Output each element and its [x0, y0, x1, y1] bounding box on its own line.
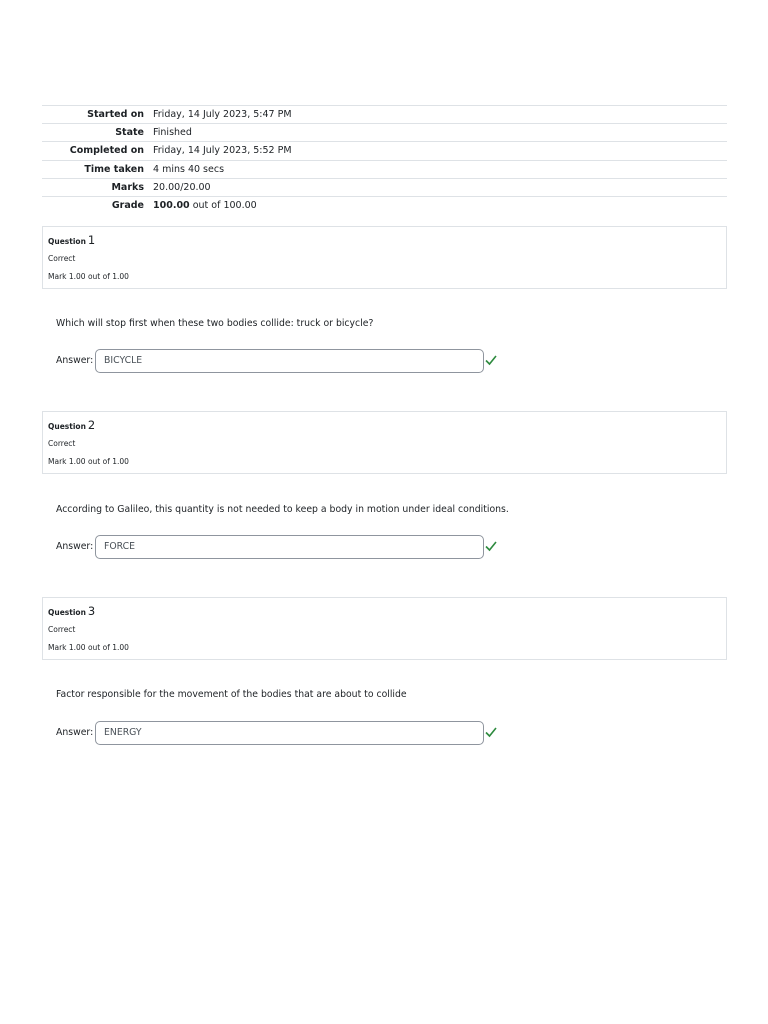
- answer-label: Answer:: [56, 727, 94, 738]
- summary-row-state: [42, 124, 727, 142]
- question-text: According to Galileo, this quantity is not needed to keep a body in motion under ideal conditions.: [56, 504, 509, 515]
- summary-row-time-taken: [42, 160, 727, 178]
- question-title: [48, 233, 95, 247]
- question-text: Factor responsible for the movement of the bodies that are about to collide: [56, 689, 407, 700]
- check-icon: [485, 540, 497, 552]
- answer-label: Answer:: [56, 355, 94, 366]
- question-mark: Mark 1.00 out of 1.00: [48, 643, 129, 652]
- attempt-summary-table: [42, 105, 727, 215]
- question-info-box: [42, 226, 727, 289]
- summary-row-marks: [42, 178, 727, 196]
- question-number: 1: [87, 233, 96, 247]
- summary-label: Completed on: [69, 145, 144, 157]
- summary-label: Grade: [111, 200, 144, 212]
- summary-label: Time taken: [84, 163, 144, 175]
- summary-row-grade: [42, 196, 727, 214]
- question-mark: Mark 1.00 out of 1.00: [48, 457, 129, 466]
- summary-value: [153, 196, 727, 214]
- question-number: 2: [87, 418, 96, 432]
- summary-row-completed-on: [42, 142, 727, 160]
- question-title-prefix: Question: [48, 422, 86, 431]
- question-number: 3: [87, 604, 96, 618]
- question-text: Which will stop first when these two bodies collide: truck or bicycle?: [56, 318, 374, 329]
- answer-field[interactable]: ENERGY: [95, 721, 484, 745]
- question-title-prefix: Question: [48, 237, 86, 246]
- question-title: [48, 604, 95, 618]
- question-info-box: [42, 411, 727, 474]
- question-mark: Mark 1.00 out of 1.00: [48, 272, 129, 281]
- summary-label: Marks: [111, 181, 144, 193]
- answer-field[interactable]: BICYCLE: [95, 349, 484, 373]
- summary-value: 20.00/20.00: [153, 181, 211, 193]
- summary-label: Started on: [87, 109, 144, 121]
- grade-suffix: out of 100.00: [189, 200, 257, 212]
- check-icon: [485, 726, 497, 738]
- summary-row-started-on: [42, 106, 727, 124]
- summary-value: Friday, 14 July 2023, 5:52 PM: [153, 145, 292, 157]
- summary-value: 4 mins 40 secs: [153, 163, 225, 175]
- check-icon: [485, 354, 497, 366]
- answer-field[interactable]: FORCE: [95, 535, 484, 559]
- answer-label: Answer:: [56, 541, 94, 552]
- question-info-box: [42, 597, 727, 660]
- question-state: Correct: [48, 254, 76, 263]
- question-state: Correct: [48, 439, 76, 448]
- grade-score: 100.00: [153, 200, 190, 212]
- question-title: [48, 418, 95, 432]
- question-title-prefix: Question: [48, 608, 86, 617]
- question-state: Correct: [48, 625, 76, 634]
- summary-label: State: [115, 127, 144, 139]
- summary-value: Friday, 14 July 2023, 5:47 PM: [153, 109, 292, 121]
- summary-value: Finished: [153, 127, 192, 139]
